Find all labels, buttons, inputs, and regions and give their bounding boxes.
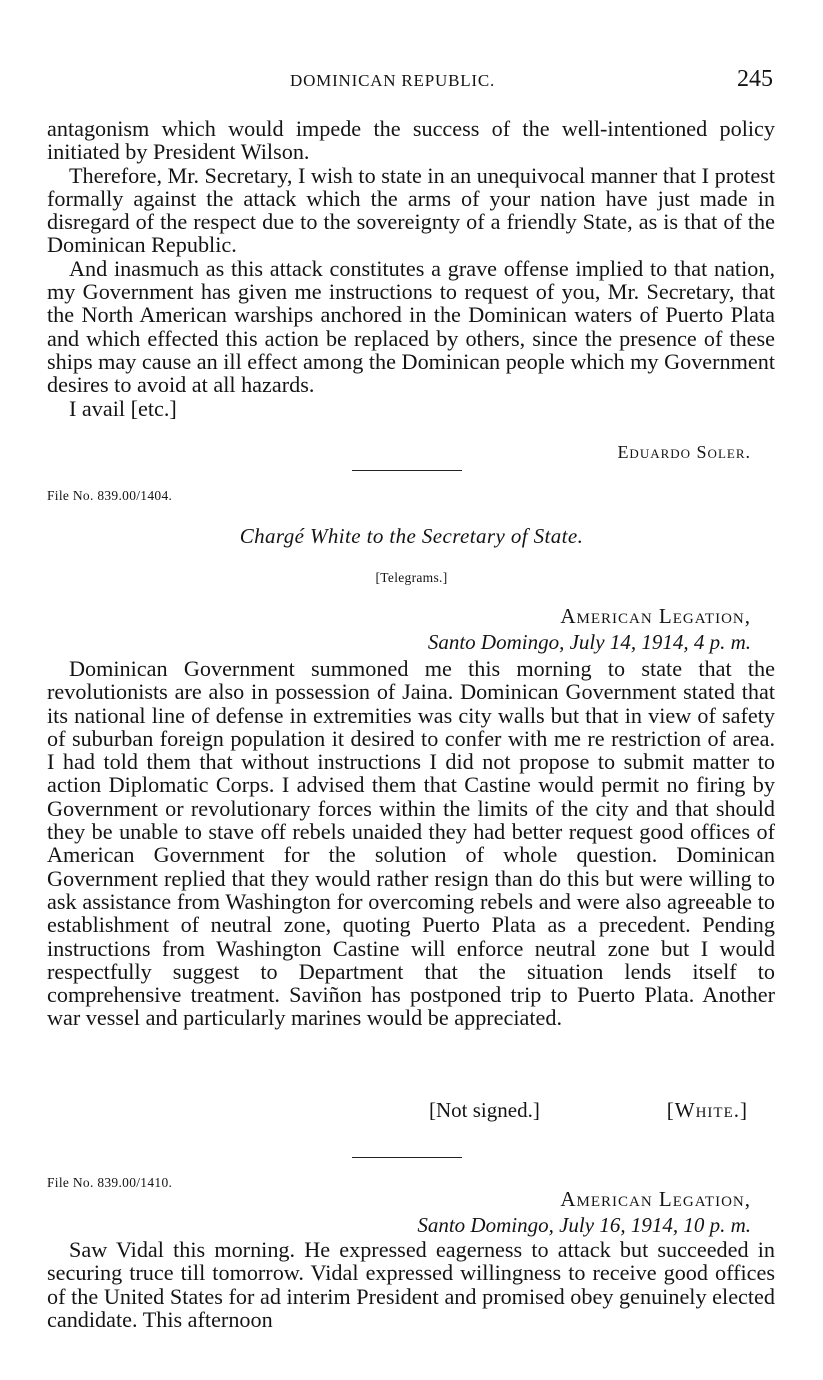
- telegram-body: [47, 657, 775, 1030]
- letter-paragraph: And inasmuch as this attack constitutes a grave offense implied to that nation, my Government has given me instructions to request of you, Mr. Secretary, that the North American warships anchored in the Dominican waters of Puerto Plata and which effected this action be replaced by others, since the presence of these ships may cause an ill effect among the Dominican people which my Government desires to avoid at all hazards.: [47, 255, 775, 398]
- signature-soler: Eduardo Soler.: [617, 442, 751, 462]
- document-title: Chargé White to the Secretary of State.: [239, 524, 584, 548]
- dateline: Santo Domingo, July 16, 1914, 10 p. m.: [417, 1213, 751, 1237]
- telegram-body: [47, 1238, 775, 1331]
- letter-closing: I avail [etc.]: [69, 395, 177, 421]
- place-line: American Legation,: [560, 1187, 751, 1211]
- document-subtitle: [Telegrams.]: [375, 570, 448, 585]
- section-divider: [352, 470, 462, 471]
- signature-white: [White.]: [666, 1098, 748, 1122]
- file-number: File No. 839.00/1410.: [47, 1175, 173, 1190]
- letter-paragraph: antagonism which would impede the success of the well-intentioned policy initiated by President Wilson.: [47, 116, 775, 165]
- dateline: Santo Domingo, July 14, 1914, 4 p. m.: [427, 630, 751, 654]
- letter-body: [47, 117, 775, 420]
- letter-paragraph: Therefore, Mr. Secretary, I wish to state in an unequivocal manner that I protest formally against the attack which the arms of your nation have just made in disregard of the respect due to the sovereignty of a friendly State, as is that of the Dominican Republic.: [47, 162, 775, 258]
- running-title: DOMINICAN REPUBLIC.: [290, 71, 496, 90]
- telegram-paragraph: Saw Vidal this morning. He expressed eagerness to attack but succeeded in securing truce till tomorrow. Vidal expressed willingness to receive good offices of the United States for ad interim President and promised obey genuinely elected candidate. This afternoon: [47, 1237, 775, 1332]
- page-number: 245: [737, 66, 773, 92]
- not-signed-note: [Not signed.]: [429, 1098, 540, 1122]
- page-header: [47, 66, 775, 96]
- place-line: American Legation,: [560, 604, 751, 628]
- section-divider: [352, 1157, 462, 1158]
- file-number: File No. 839.00/1404.: [47, 488, 173, 503]
- telegram-paragraph: Dominican Government summoned me this morning to state that the revolutionists are also in possession of Jaina. Dominican Government stated that its national line of defense in extremities was city walls but that in view of safety of suburban foreign population it desired to confer with me re restriction of area. I had told them that without instructions I did not propose to submit matter to action Diplomatic Corps. I advised them that Castine would permit no firing by Government or revolutionary forces within the limits of the city and that should they be unable to stave off rebels unaided they had better request good offices of American Government for the solution of whole question. Dominican Government replied that they would rather resign than do this but were willing to ask assistance from Washington for overcoming rebels and were also agreeable to establishment of neutral zone, quoting Puerto Plata as a precedent. Pending instructions from Washington Castine will enforce neutral zone but I would respectfully suggest to Department that the situation lends itself to comprehensive treatment. Saviñon has postponed trip to Puerto Plata. Another war vessel and particularly marines would be appreciated.: [47, 656, 775, 1031]
